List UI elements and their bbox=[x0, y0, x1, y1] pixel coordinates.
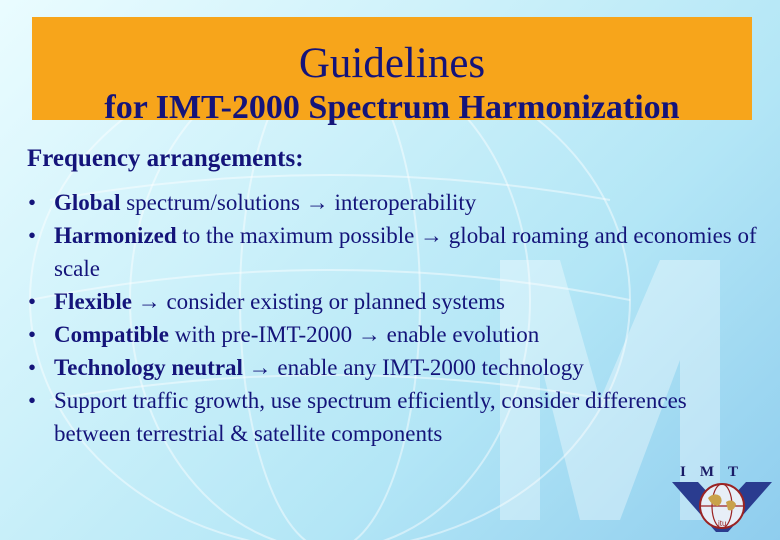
bullet-item bbox=[28, 351, 768, 384]
bullet-text: spectrum/solutions → interoperability bbox=[120, 190, 477, 215]
bullet-text: with pre-IMT-2000 → enable evolution bbox=[169, 322, 540, 347]
bullet-dot-icon: • bbox=[28, 190, 37, 215]
section-heading: Frequency arrangements: bbox=[27, 145, 304, 172]
bullet-dot-icon: • bbox=[28, 223, 37, 248]
bullet-keyword: Global bbox=[54, 190, 121, 215]
bullet-list bbox=[28, 186, 768, 450]
bullet-keyword: Compatible bbox=[54, 322, 169, 347]
imt-2000-logo-icon bbox=[668, 462, 776, 540]
bullet-item bbox=[28, 186, 768, 219]
bullet-item bbox=[28, 285, 768, 318]
bullet-dot-icon: • bbox=[28, 388, 37, 413]
logo-letters: IMT bbox=[680, 464, 752, 480]
title-banner bbox=[32, 17, 752, 126]
bullet-text: → consider existing or planned systems bbox=[131, 289, 505, 314]
bullet-keyword: Technology neutral bbox=[54, 355, 243, 380]
bullet-text: → enable any IMT-2000 technology bbox=[242, 355, 584, 380]
bullet-item bbox=[28, 219, 768, 285]
slide-title: Guidelines bbox=[298, 40, 486, 87]
bullet-item bbox=[28, 318, 768, 351]
logo-small-text: itu bbox=[718, 519, 727, 528]
bullet-text: Support traffic growth, use spectrum efficiently, consider differences between terrestrial & satellite components bbox=[54, 388, 687, 446]
bullet-item bbox=[28, 384, 768, 450]
bullet-text: to the maximum possible → global roaming and economies of scale bbox=[54, 223, 757, 281]
slide-subtitle: for IMT-2000 Spectrum Harmonization bbox=[104, 89, 680, 126]
bullet-dot-icon: • bbox=[28, 322, 37, 347]
bullet-keyword: Flexible bbox=[54, 289, 132, 314]
bullet-dot-icon: • bbox=[28, 355, 37, 380]
bullet-dot-icon: • bbox=[28, 289, 37, 314]
bullet-keyword: Harmonized bbox=[54, 223, 177, 248]
